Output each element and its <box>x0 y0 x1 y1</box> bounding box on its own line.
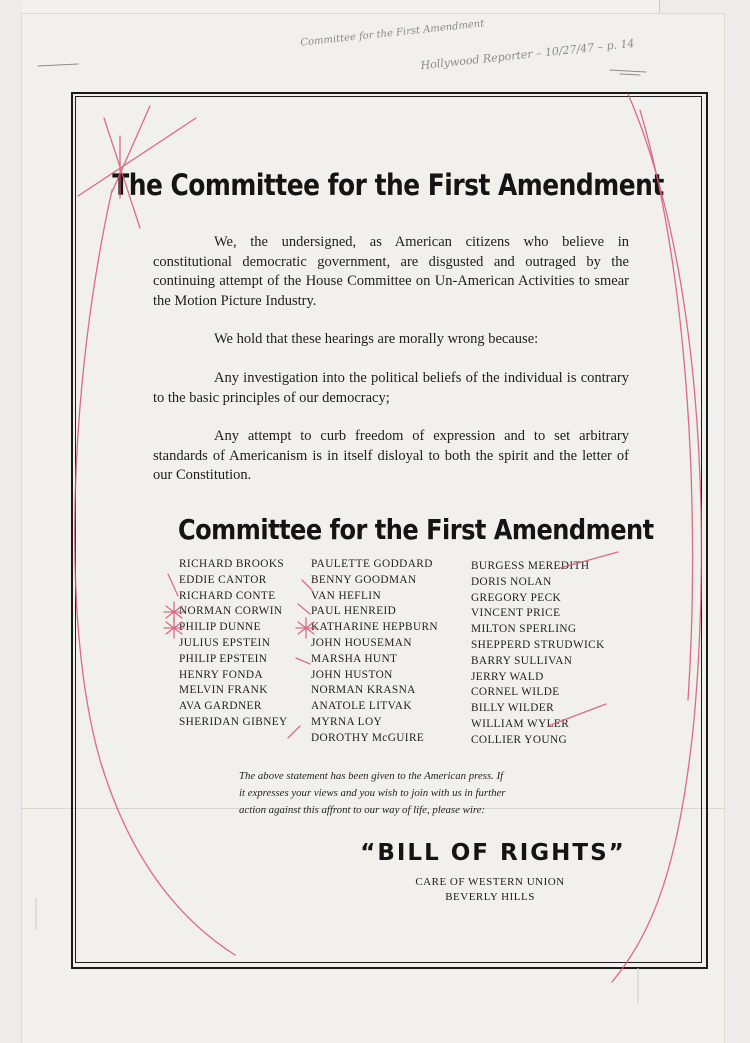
pencil-tick <box>302 580 312 590</box>
member-name: PAUL HENREID <box>311 605 397 618</box>
pencil-oval-right-2 <box>640 110 693 700</box>
paragraph-investigation: Any investigation into the political beliefs of the individual is contrary to the basic principles of our democracy; <box>153 370 629 406</box>
member-name: EDDIE CANTOR <box>179 573 267 586</box>
member-name: MYRNA LOY <box>311 715 383 728</box>
member-name: MILTON SPERLING <box>471 623 577 636</box>
handwritten-top-note: Committee for the First Amendment <box>299 18 485 49</box>
member-name: MARSHA HUNT <box>311 652 398 665</box>
member-name: BENNY GOODMAN <box>311 573 417 586</box>
pencil-tick <box>560 552 618 568</box>
pencil-tick <box>168 574 178 596</box>
footer-note-line: action against this affront to our way of life, please wire: <box>239 804 486 816</box>
bill-of-rights-heading: “BILL OF RIGHTS” <box>360 840 626 866</box>
handwritten-dash <box>38 64 78 66</box>
handwritten-dash <box>610 70 646 72</box>
member-name: PAULETTE GODDARD <box>311 558 433 570</box>
member-name: KATHARINE HEPBURN <box>311 621 438 634</box>
address-line-2: BEVERLY HILLS <box>445 891 535 903</box>
member-name: DOROTHY McGUIRE <box>311 731 425 744</box>
member-name: CORNEL WILDE <box>471 686 560 699</box>
footer-note-line: The above statement has been given to the American press. If <box>239 770 504 782</box>
member-name: JULIUS EPSTEIN <box>179 636 271 649</box>
pencil-star <box>296 618 316 638</box>
member-name: VAN HEFLIN <box>311 589 382 602</box>
footer-note-line: it expresses your views and you wish to join with us in further <box>239 787 506 799</box>
member-name: MELVIN FRANK <box>179 684 268 697</box>
pencil-tick <box>548 704 606 726</box>
member-name: BILLY WILDER <box>471 702 555 715</box>
member-name: SHEPPERD STRUDWICK <box>471 638 605 651</box>
pencil-tick <box>298 604 310 614</box>
handwritten-citation: Hollywood Reporter – 10/27/47 – p. 14 <box>419 36 636 73</box>
member-name: JOHN HOUSEMAN <box>311 636 412 649</box>
paragraph-intro: We, the undersigned, as American citizens who believe in constitutional democratic government, are disgusted and outraged by the continuing attempt of the House Committee on Un-American Activities to smear the Motion Picture Industry. <box>153 234 629 309</box>
paragraph-hearings: We hold that these hearings are morally wrong because: <box>214 331 539 347</box>
member-name: ANATOLE LITVAK <box>311 700 412 713</box>
pencil-x-mark <box>112 106 150 192</box>
member-name: JERRY WALD <box>471 670 544 683</box>
member-name: NORMAN KRASNA <box>311 684 416 697</box>
pencil-x-mark <box>78 118 196 196</box>
member-name: SHERIDAN GIBNEY <box>179 715 288 728</box>
member-name: NORMAN CORWIN <box>179 605 283 618</box>
pencil-tick <box>296 658 310 664</box>
member-name: WILLIAM WYLER <box>471 717 570 730</box>
member-name: BARRY SULLIVAN <box>471 654 573 667</box>
pencil-oval-left <box>75 190 235 955</box>
pencil-oval-right <box>612 94 701 982</box>
member-name: BURGESS MEREDITH <box>471 560 590 572</box>
member-name: HENRY FONDA <box>179 668 264 681</box>
pencil-star <box>164 618 184 638</box>
member-name: JOHN HUSTON <box>311 668 393 681</box>
address-line-1: CARE OF WESTERN UNION <box>415 876 565 888</box>
member-name: RICHARD CONTE <box>179 589 276 602</box>
member-name: GREGORY PECK <box>471 591 562 604</box>
page-title: The Committee for the First Amendment <box>112 168 664 202</box>
pencil-tick <box>288 726 300 738</box>
pencil-x-mark <box>104 118 140 228</box>
member-name: PHILIP DUNNE <box>179 621 261 634</box>
paragraph-freedom: Any attempt to curb freedom of expression and to set arbitrary standards of Americanism is in itself disloyal to both the spirit and the letter of our Constitution. <box>153 428 629 483</box>
member-name: PHILIP EPSTEIN <box>179 652 268 665</box>
handwritten-dash <box>620 74 640 75</box>
committee-heading: Committee for the First Amendment <box>178 513 654 546</box>
member-name: RICHARD BROOKS <box>179 558 285 570</box>
member-name: VINCENT PRICE <box>471 607 561 620</box>
member-name: COLLIER YOUNG <box>471 733 568 746</box>
member-name: AVA GARDNER <box>179 700 262 713</box>
member-name: DORIS NOLAN <box>471 575 552 588</box>
